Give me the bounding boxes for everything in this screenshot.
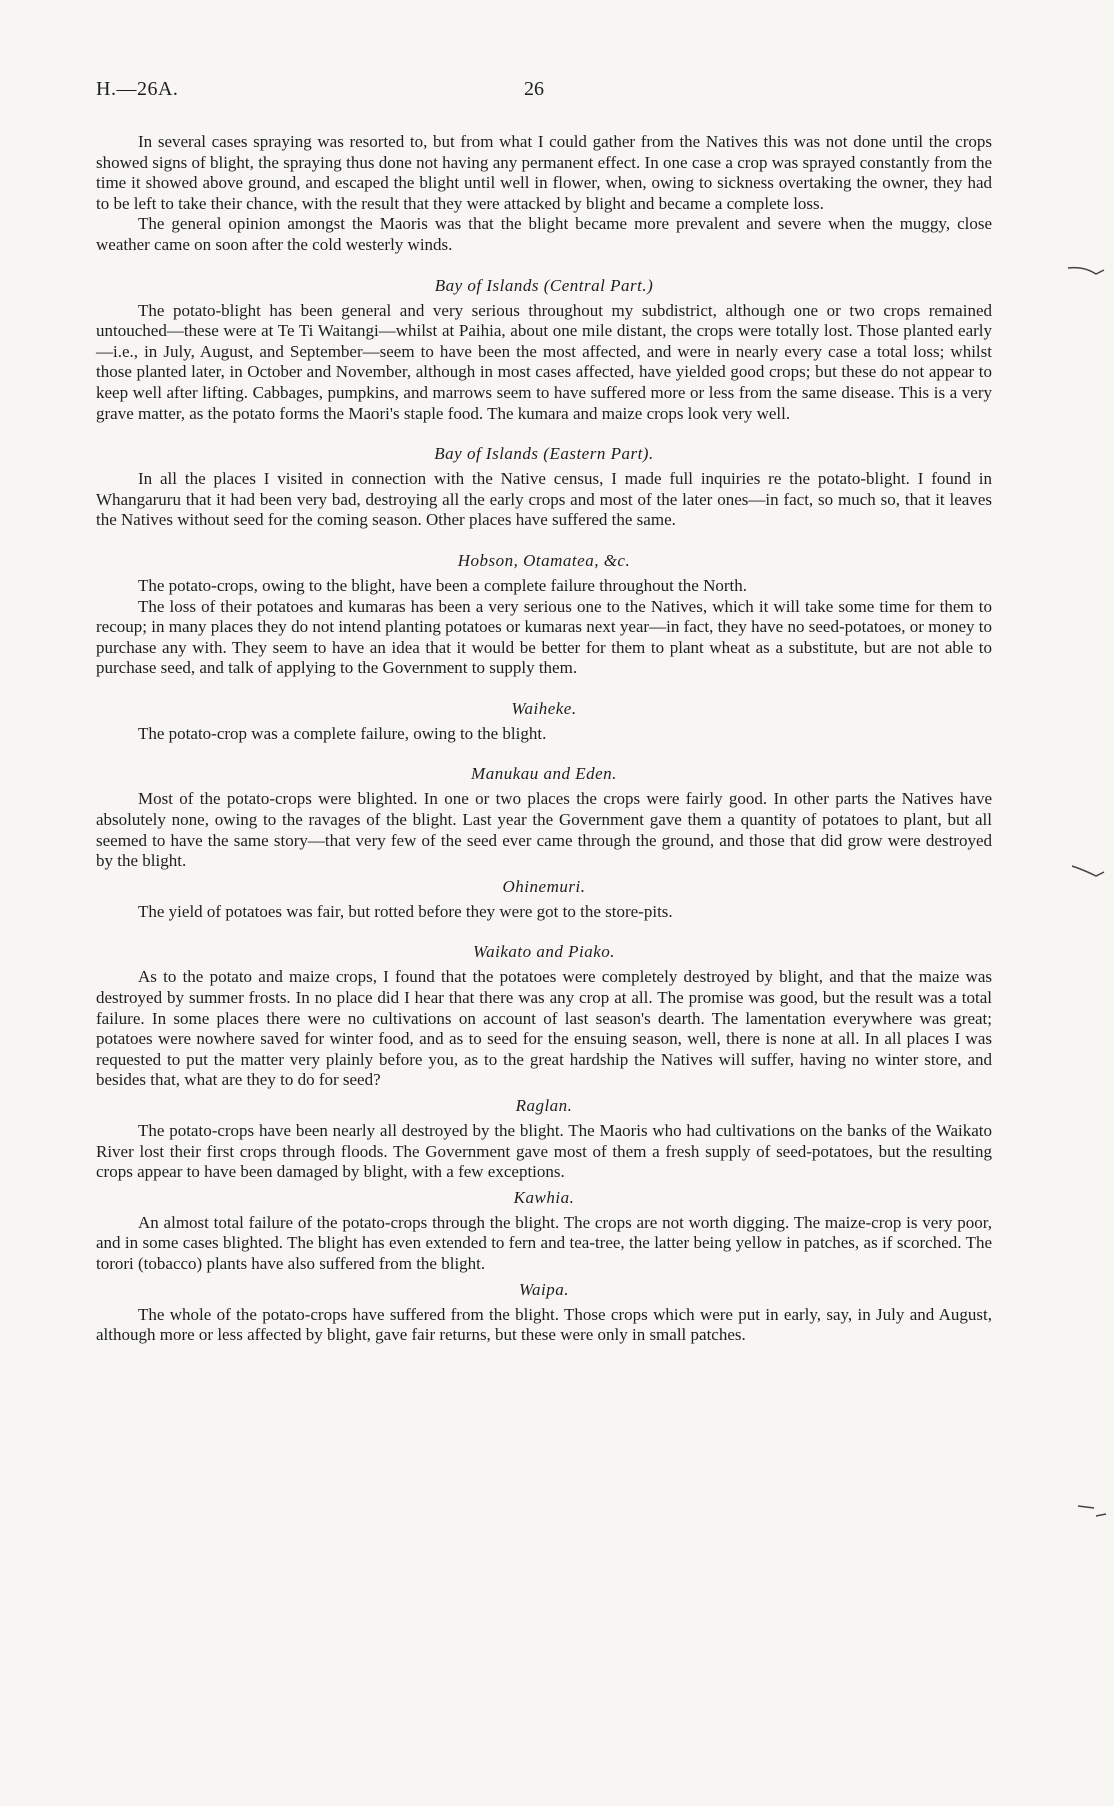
intro-paragraph: The general opinion amongst the Maoris was that the blight became more prevalent and severe when the muggy, close weather came on soon after the cold westerly winds. — [96, 214, 992, 254]
section-heading-waikato-and-piako: Waikato and Piako. — [473, 942, 615, 962]
document-reference: H.—26A. — [96, 78, 179, 100]
section-heading-ohinemuri: Ohinemuri. — [502, 876, 586, 896]
section-paragraph: The loss of their potatoes and kumaras has been a very serious one to the Natives, which it will take some time for them to recoup; in many places they do not intend planting potatoes or kumaras next year—in fact, they have no seed-potatoes, or money to purchase any with. They seem to have an idea that it would be better for them to plant wheat as a substitute, but are not able to purchase seed, and talk of applying to the Government to supply them. — [96, 596, 992, 678]
section-paragraph: The potato-crop was a complete failure, owing to the blight. — [138, 723, 547, 743]
page-number: 26 — [524, 78, 544, 100]
page-header — [96, 78, 996, 108]
document-body — [96, 132, 992, 1346]
section-heading-bay-of-islands-central: Bay of Islands (Central Part.) — [434, 275, 654, 295]
section-paragraph: Most of the potato-crops were blighted. In one or two places the crops were fairly good. In other parts the Natives have absolutely none, owing to the ravages of the blight. Last year the Government gave them a quantity of potatoes to plant, but all seemed to have the same story—that very few of the seed ever came through the ground, and those that did grow were destroyed by the blight. — [96, 789, 992, 871]
margin-mark-icon — [1074, 1500, 1114, 1520]
section-heading-raglan: Raglan. — [515, 1096, 573, 1115]
section-paragraph: The potato-crops have been nearly all destroyed by the blight. The Maoris who had cultivations on the banks of the Waikato River lost their first crops through floods. The Government gave most of them a fresh supply of seed-potatoes, but the resulting crops appear to have been damaged by blight, with a few exceptions. — [96, 1121, 992, 1182]
intro-paragraph: In several cases spraying was resorted to, but from what I could gather from the Natives this was not done until the crops showed signs of blight, the spraying thus done not having any permanent effect. In one case a crop was sprayed constantly from the time it showed above ground, and escaped the blight until well in flower, when, owing to sickness overtaking the owner, they had to be left to take their chance, with the result that they were attacked by blight and became a complete loss. — [96, 132, 992, 213]
section-heading-waiheke: Waiheke. — [511, 698, 577, 718]
section-paragraph: The whole of the potato-crops have suffered from the blight. Those crops which were put in early, say, in July and August, although more or less affected by blight, gave fair returns, but these were only in small patches. — [96, 1304, 992, 1345]
section-heading-hobson-otamatea: Hobson, Otamatea, &c. — [457, 550, 631, 570]
section-heading-waipa: Waipa. — [518, 1279, 570, 1299]
section-paragraph: An almost total failure of the potato-crops through the blight. The crops are not worth digging. The maize-crop is very poor, and in some cases blighted. The blight has even extended to fern and tea-tree, the latter being yellow in patches, as if scorched. The torori (tobacco) plants have also suffered from the blight. — [96, 1212, 992, 1273]
section-paragraph: The potato-blight has been general and very serious throughout my subdistrict, although one or two crops remained untouched—these were at Te Ti Waitangi—whilst at Paihia, about one mile distant, the crops were totally lost. Those planted early—i.e., in July, August, and September—seem to have been the most affected, and were in nearly every case a total loss; whilst those planted later, in October and November, although in most cases affected, have yielded good crops; but these do not appear to keep well after lifting. Cabbages, pumpkins, and marrows seem to have suffered more or less from the same disease. This is a very grave matter, as the potato forms the Maori's staple food. The kumara and maize crops look very well. — [96, 300, 992, 423]
section-heading-kawhia: Kawhia. — [513, 1187, 575, 1207]
section-paragraph: The potato-crops, owing to the blight, have been a complete failure throughout the North. — [138, 575, 747, 595]
margin-mark-icon — [1070, 862, 1110, 882]
section-heading-manukau-and-eden: Manukau and Eden. — [471, 764, 617, 784]
section-paragraph: As to the potato and maize crops, I found that the potatoes were completely destroyed by blight, and that the maize was destroyed by summer frosts. In no place did I hear that there was any crop at all. The promise was good, but the result was a total failure. In some places there were no cultivations on account of last season's dearth. The lamentation everywhere was great; potatoes were nowhere saved for winter food, and as to seed for the ensuing season, well, there is none at all. In all places I was requested to put the matter very plainly before you, as to the great hardship the Natives will suffer, having no winter store, and besides that, what are they to do for seed? — [96, 967, 992, 1090]
margin-mark-icon — [1066, 262, 1106, 282]
section-paragraph: The yield of potatoes was fair, but rotted before they were got to the store-pits. — [138, 901, 673, 921]
section-paragraph: In all the places I visited in connection with the Native census, I made full inquiries re the potato-blight. I found in Whangaruru that it had been very bad, destroying all the early crops and most of the later ones—in fact, so much so, that it leaves the Natives without seed for the coming season. Other places have suffered the same. — [96, 469, 992, 530]
section-heading-bay-of-islands-eastern: Bay of Islands (Eastern Part). — [434, 444, 654, 464]
